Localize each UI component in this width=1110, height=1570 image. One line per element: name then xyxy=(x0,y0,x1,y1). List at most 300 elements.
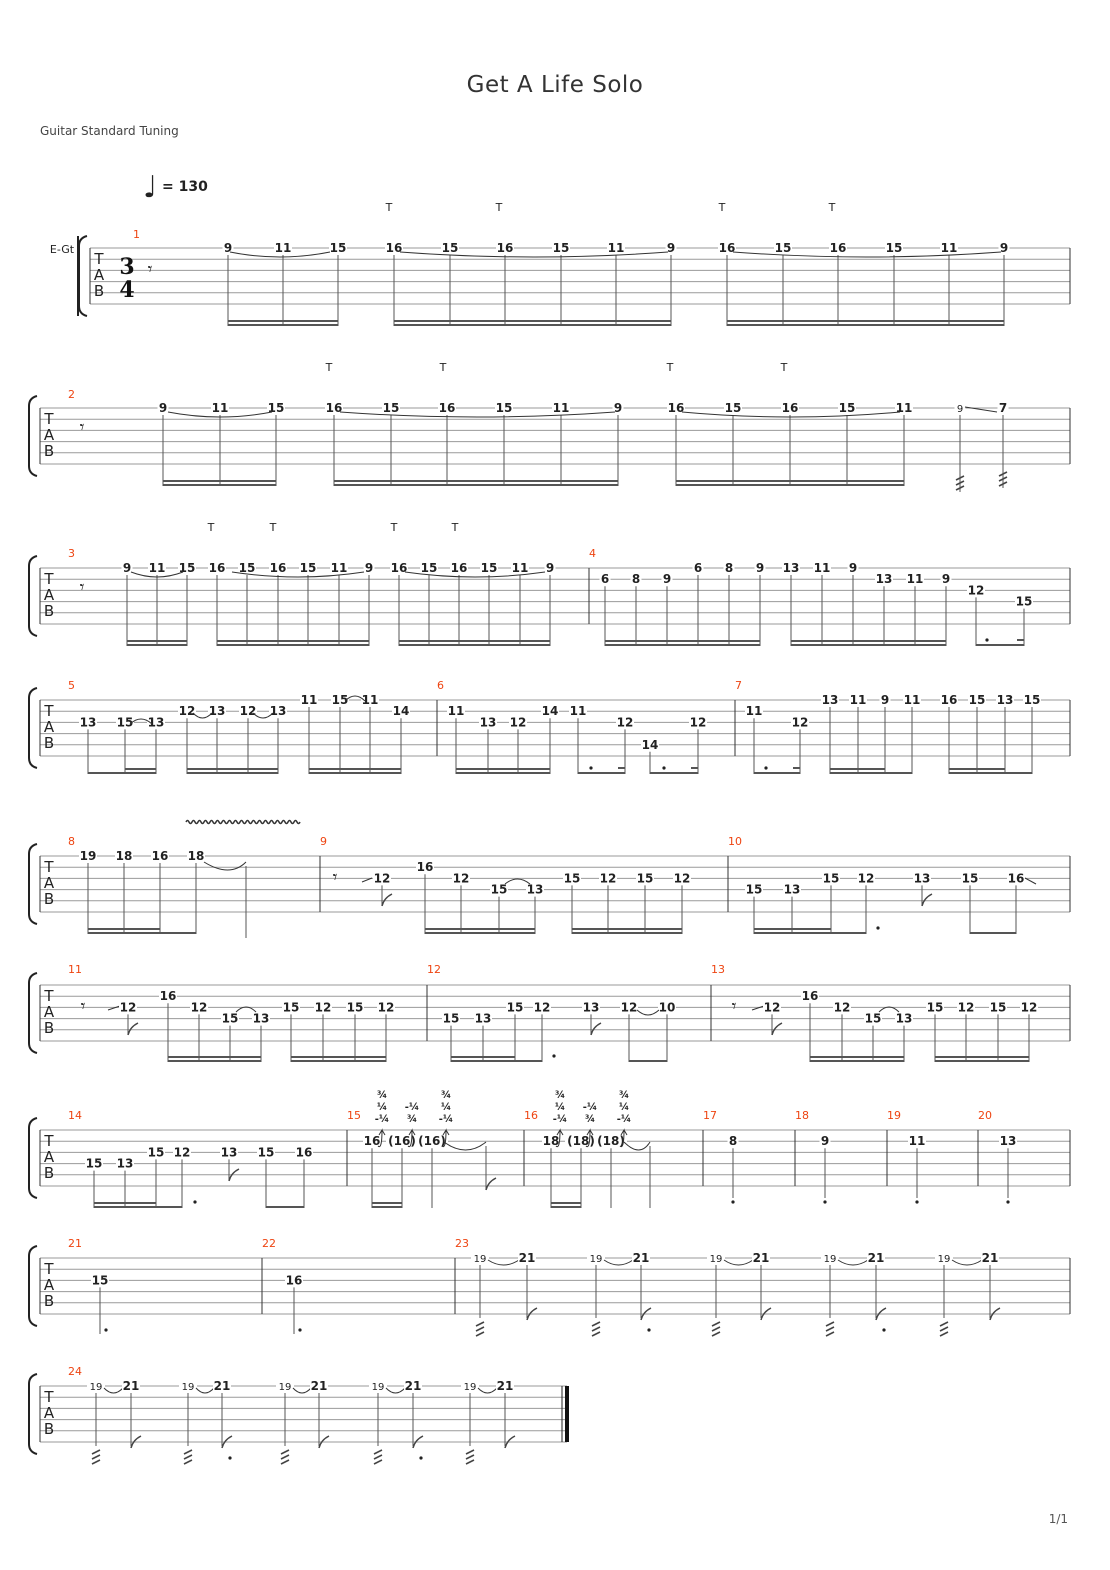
bar-number: 13 xyxy=(711,963,725,976)
fret-number: 14 xyxy=(641,737,659,752)
fret-number: 19 xyxy=(709,1254,723,1265)
fret-number: 11 xyxy=(511,561,529,575)
eighth-rest-icon: 𝄾 xyxy=(731,996,737,1017)
slur xyxy=(952,1260,982,1265)
bend-amount: ¾ xyxy=(406,1114,418,1125)
bar-number: 7 xyxy=(735,679,742,692)
bar-number: 15 xyxy=(347,1109,361,1122)
tab-clef-letter: B xyxy=(43,1420,55,1438)
fret-number: 21 xyxy=(404,1379,422,1393)
tap-marker: T xyxy=(269,521,277,534)
fret-number: 9 xyxy=(880,693,890,707)
note-beam xyxy=(456,768,550,770)
fret-number: 15 xyxy=(506,1000,524,1015)
fret-number: 10 xyxy=(658,1000,676,1015)
note-beam xyxy=(605,640,760,642)
note-beam xyxy=(334,484,618,486)
fret-number: 9 xyxy=(662,572,672,587)
slur xyxy=(624,1142,650,1150)
slur xyxy=(293,1388,311,1393)
note-beam xyxy=(629,1060,667,1062)
fret-number: 15 xyxy=(221,1011,239,1026)
tremolo-stroke xyxy=(476,1327,484,1331)
bend-amount: ¾ xyxy=(376,1090,388,1101)
note-beam xyxy=(727,324,1004,326)
note-beam xyxy=(399,644,550,646)
fret-number: 11 xyxy=(274,241,292,255)
note-beam xyxy=(127,640,187,642)
fret-number: 9 xyxy=(848,561,858,575)
tab-clef-letter: B xyxy=(43,734,55,752)
fret-number: 15 xyxy=(480,561,498,575)
fret-number: 13 xyxy=(782,561,800,575)
slur xyxy=(340,412,615,417)
fret-number: 12 xyxy=(763,1000,781,1015)
fret-number: 16 xyxy=(781,401,799,415)
note-beam xyxy=(572,928,682,930)
note-beam xyxy=(935,1056,1029,1058)
note-beam xyxy=(163,484,276,486)
tremolo-stroke xyxy=(374,1455,382,1459)
note-beam xyxy=(1017,639,1024,641)
note-beam xyxy=(266,1206,304,1208)
fret-number: 13 xyxy=(821,693,839,707)
instrument-label: E-Gt xyxy=(49,243,75,256)
fret-number: 12 xyxy=(833,1000,851,1015)
note-beam xyxy=(456,772,550,774)
tremolo-stroke xyxy=(184,1460,192,1464)
fret-number: 15 xyxy=(85,1156,103,1171)
note-beam xyxy=(291,1060,386,1062)
fret-number: 19 xyxy=(181,1382,195,1393)
fret-number: 21 xyxy=(213,1379,231,1393)
bar-number: 17 xyxy=(703,1109,717,1122)
fret-number: 9 xyxy=(755,561,765,575)
note-beam xyxy=(551,1206,581,1208)
fret-number: 21 xyxy=(752,1251,770,1265)
fret-number: 13 xyxy=(269,704,287,719)
fret-number: 16 xyxy=(159,989,177,1004)
fret-number: 16 xyxy=(325,401,343,415)
fret-number: 6 xyxy=(600,572,610,587)
tremolo-stroke xyxy=(826,1322,834,1326)
fret-number: 15 xyxy=(382,401,400,415)
tremolo-stroke xyxy=(281,1455,289,1459)
fret-number: 9 xyxy=(364,561,374,575)
fret-number: 21 xyxy=(518,1251,536,1265)
slur xyxy=(733,252,1001,257)
fret-number: 19 xyxy=(79,849,97,863)
quarter-note-icon: ♩ xyxy=(143,170,158,205)
fret-number: 12 xyxy=(533,1000,551,1015)
fret-number: 11 xyxy=(849,693,867,707)
note-beam xyxy=(125,772,156,774)
note-beam xyxy=(1005,772,1032,774)
bend-amount: -¼ xyxy=(582,1102,598,1113)
note-beam xyxy=(970,932,1016,934)
tab-clef-letter: T xyxy=(44,570,54,588)
tremolo-stroke xyxy=(940,1332,948,1336)
dot xyxy=(731,1200,734,1203)
tab-clef-letter: B xyxy=(43,442,55,460)
tab-clef-letter: A xyxy=(43,718,55,736)
fret-number: 12 xyxy=(957,1000,975,1015)
note-beam xyxy=(791,640,946,642)
fret-number: 16 xyxy=(438,401,456,415)
note-beam xyxy=(88,928,160,930)
tremolo-stroke xyxy=(826,1332,834,1336)
fret-number: 12 xyxy=(239,704,257,719)
fret-number: 13 xyxy=(783,882,801,897)
slur xyxy=(724,1260,753,1265)
system-bracket xyxy=(29,396,37,476)
system-bracket xyxy=(29,1374,37,1454)
note-beam xyxy=(125,768,156,770)
note-beam xyxy=(791,644,946,646)
fret-number: 12 xyxy=(599,871,617,886)
tremolo-stroke xyxy=(592,1332,600,1336)
dot xyxy=(298,1328,301,1331)
fret-number: 21 xyxy=(632,1251,650,1265)
fret-number: 11 xyxy=(447,704,465,719)
fret-number: 18 xyxy=(187,849,205,863)
fret-number: 15 xyxy=(864,1011,882,1026)
fret-number: 19 xyxy=(937,1254,951,1265)
note-beam xyxy=(394,320,671,322)
fret-number: 8 xyxy=(631,572,641,587)
fret-number: 13 xyxy=(526,882,544,897)
fret-number: 15 xyxy=(441,241,459,255)
time-signature-top: 3 xyxy=(119,254,135,280)
note-beam xyxy=(372,1206,402,1208)
note-beam xyxy=(168,1060,261,1062)
tap-marker: T xyxy=(207,521,215,534)
tremolo-stroke xyxy=(374,1450,382,1454)
dot xyxy=(915,1200,918,1203)
fret-number: 15 xyxy=(822,871,840,886)
tremolo-stroke xyxy=(476,1332,484,1336)
fret-number: 11 xyxy=(148,561,166,575)
fret-number: 16 xyxy=(390,561,408,575)
dot xyxy=(882,1328,885,1331)
fret-number: 11 xyxy=(908,1134,926,1149)
bend-amount: ¼ xyxy=(554,1102,566,1113)
tremolo-stroke xyxy=(466,1455,474,1459)
dot xyxy=(104,1328,107,1331)
fret-number: 11 xyxy=(361,693,379,707)
fret-number: 13 xyxy=(116,1156,134,1171)
fret-number: 9 xyxy=(613,401,623,415)
tab-clef-letter: T xyxy=(44,410,54,428)
fret-number: 19 xyxy=(589,1254,603,1265)
tremolo-stroke xyxy=(466,1460,474,1464)
bar-number: 4 xyxy=(589,547,596,560)
dot xyxy=(589,766,592,769)
tab-clef-letter: B xyxy=(43,890,55,908)
fret-number: 12 xyxy=(119,1000,137,1015)
tremolo-stroke xyxy=(940,1327,948,1331)
bend-amount: ¾ xyxy=(584,1114,596,1125)
tap-marker: T xyxy=(451,521,459,534)
note-beam xyxy=(228,324,338,326)
fret-number: 15 xyxy=(147,1145,165,1160)
tremolo-stroke xyxy=(92,1455,100,1459)
fret-number: 12 xyxy=(791,715,809,730)
system-bracket xyxy=(29,688,37,768)
note-beam xyxy=(754,772,800,774)
fret-number: 15 xyxy=(329,241,347,255)
fret-number: (18) xyxy=(597,1134,625,1149)
note-beam xyxy=(88,772,125,774)
note-beam xyxy=(830,772,885,774)
note-beam xyxy=(676,484,904,486)
fret-number: 9 xyxy=(956,404,964,415)
note-beam xyxy=(830,768,885,770)
note-beam xyxy=(156,1206,182,1208)
note-beam xyxy=(187,772,278,774)
note-beam xyxy=(399,640,550,642)
fret-number: 15 xyxy=(178,561,196,575)
tap-marker: T xyxy=(385,201,393,214)
slur xyxy=(488,1260,519,1265)
tap-marker: T xyxy=(666,361,674,374)
fret-number: 15 xyxy=(1015,594,1033,609)
tap-marker: T xyxy=(439,361,447,374)
tab-clef-letter: T xyxy=(44,858,54,876)
fret-number: 11 xyxy=(745,704,763,719)
dot xyxy=(228,1456,231,1459)
fret-number: 15 xyxy=(282,1000,300,1015)
fret-number: 12 xyxy=(373,871,391,886)
note-beam xyxy=(691,767,698,769)
note-beam xyxy=(88,932,160,934)
bar-number: 21 xyxy=(68,1237,82,1250)
fret-number: 9 xyxy=(666,241,676,255)
tab-clef-letter: T xyxy=(44,1132,54,1150)
slur xyxy=(204,862,246,870)
fret-number: 19 xyxy=(278,1382,292,1393)
note-beam xyxy=(885,772,912,774)
tap-marker: T xyxy=(325,361,333,374)
fret-number: 12 xyxy=(190,1000,208,1015)
fret-number: 15 xyxy=(989,1000,1007,1015)
tab-clef-letter: B xyxy=(93,282,105,300)
fret-number: 19 xyxy=(463,1382,477,1393)
tap-marker: T xyxy=(828,201,836,214)
note-beam xyxy=(793,767,800,769)
fret-number: 12 xyxy=(452,871,470,886)
fret-number: 15 xyxy=(563,871,581,886)
system-bracket xyxy=(29,1118,37,1198)
fret-number: 11 xyxy=(895,401,913,415)
tremolo-stroke xyxy=(374,1460,382,1464)
note-beam xyxy=(228,320,338,322)
system-bracket xyxy=(29,844,37,924)
fret-number: 16 xyxy=(667,401,685,415)
note-flag xyxy=(591,1023,601,1035)
bar-number: 2 xyxy=(68,388,75,401)
note-beam xyxy=(187,768,278,770)
tremolo-stroke xyxy=(712,1322,720,1326)
tab-clef-letter: B xyxy=(43,1292,55,1310)
tab-clef-letter: A xyxy=(43,874,55,892)
fret-number: 11 xyxy=(300,693,318,707)
note-beam xyxy=(94,1202,156,1204)
dot xyxy=(552,1054,555,1057)
bend-amount: ¾ xyxy=(440,1090,452,1101)
fret-number: 13 xyxy=(895,1011,913,1026)
note-beam xyxy=(168,1056,261,1058)
slide-line xyxy=(752,1006,764,1010)
fret-number: 15 xyxy=(495,401,513,415)
fret-number: 19 xyxy=(371,1382,385,1393)
fret-number: 12 xyxy=(620,1000,638,1015)
tab-clef-letter: A xyxy=(43,1003,55,1021)
fret-number: 11 xyxy=(330,561,348,575)
note-beam xyxy=(727,320,1004,322)
fret-number: 8 xyxy=(724,561,734,575)
dot xyxy=(193,1200,196,1203)
fret-number: 12 xyxy=(967,583,985,598)
fret-number: 13 xyxy=(913,871,931,886)
dot xyxy=(823,1200,826,1203)
note-beam xyxy=(163,480,276,482)
fret-number: 7 xyxy=(998,401,1008,415)
fret-number: 11 xyxy=(569,704,587,719)
fret-number: 12 xyxy=(857,871,875,886)
bend-amount: -¼ xyxy=(616,1114,632,1125)
tuning-label: Guitar Standard Tuning xyxy=(40,124,179,138)
note-beam xyxy=(618,767,625,769)
tab-clef-letter: A xyxy=(43,1404,55,1422)
note-beam xyxy=(217,644,369,646)
bend-amount: ¼ xyxy=(618,1102,630,1113)
dot xyxy=(1006,1200,1009,1203)
fret-number: 12 xyxy=(178,704,196,719)
fret-number: 15 xyxy=(961,871,979,886)
tremolo-stroke xyxy=(712,1332,720,1336)
fret-number: 15 xyxy=(299,561,317,575)
fret-number: 13 xyxy=(479,715,497,730)
fret-number: 12 xyxy=(314,1000,332,1015)
fret-number: 16 xyxy=(363,1134,381,1149)
vibrato-line xyxy=(186,821,300,824)
fret-number: 16 xyxy=(416,860,434,875)
fret-number: 16 xyxy=(1007,871,1025,886)
system-bracket xyxy=(29,556,37,636)
fret-number: 12 xyxy=(1020,1000,1038,1015)
system-bracket xyxy=(29,1246,37,1326)
note-beam xyxy=(810,1056,904,1058)
bar-number: 6 xyxy=(437,679,444,692)
bar-number: 16 xyxy=(524,1109,538,1122)
bar-number: 8 xyxy=(68,835,75,848)
fret-number: 9 xyxy=(999,241,1009,255)
tap-marker: T xyxy=(718,201,726,214)
fret-number: 11 xyxy=(940,241,958,255)
tab-clef-letter: A xyxy=(93,266,105,284)
fret-number: 13 xyxy=(996,693,1014,707)
bar-number: 10 xyxy=(728,835,742,848)
fret-number: 9 xyxy=(223,241,233,255)
bar-number: 24 xyxy=(68,1365,82,1378)
bend-amount: -¼ xyxy=(438,1114,454,1125)
tab-clef-letter: B xyxy=(43,1019,55,1037)
bend-amount: ¾ xyxy=(618,1090,630,1101)
fret-number: 8 xyxy=(728,1134,738,1149)
note-flag xyxy=(382,894,392,906)
slur xyxy=(444,1142,486,1150)
note-beam xyxy=(551,1202,581,1204)
note-beam xyxy=(572,932,682,934)
note-flag xyxy=(486,1178,496,1190)
fret-number: (18) xyxy=(567,1134,595,1149)
tab-clef-letter: T xyxy=(44,702,54,720)
dot xyxy=(764,766,767,769)
fret-number: 19 xyxy=(823,1254,837,1265)
fret-number: 16 xyxy=(385,241,403,255)
note-beam xyxy=(578,772,625,774)
note-beam xyxy=(425,932,535,934)
fret-number: 18 xyxy=(115,849,133,863)
fret-number: 12 xyxy=(377,1000,395,1015)
bend-amount: -¼ xyxy=(404,1102,420,1113)
fret-number: 9 xyxy=(941,572,951,587)
tremolo-stroke xyxy=(184,1450,192,1454)
fret-number: 6 xyxy=(693,561,703,575)
tempo-value: = 130 xyxy=(162,179,208,195)
tap-marker: T xyxy=(390,521,398,534)
fret-number: 21 xyxy=(496,1379,514,1393)
fret-number: 15 xyxy=(420,561,438,575)
fret-number: 13 xyxy=(208,704,226,719)
fret-number: 11 xyxy=(552,401,570,415)
fret-number: 16 xyxy=(285,1273,303,1288)
eighth-rest-icon: 𝄾 xyxy=(80,996,86,1017)
fret-number: 11 xyxy=(607,241,625,255)
slur xyxy=(838,1260,868,1265)
fret-number: 21 xyxy=(867,1251,885,1265)
tab-clef-letter: A xyxy=(43,426,55,444)
fret-number: 13 xyxy=(875,572,893,587)
eighth-rest-icon: 𝄾 xyxy=(79,417,85,438)
note-beam xyxy=(127,644,187,646)
fret-number: 9 xyxy=(122,561,132,575)
tab-clef-letter: B xyxy=(43,1164,55,1182)
fret-number: 15 xyxy=(331,693,349,707)
fret-number: 11 xyxy=(903,693,921,707)
dot xyxy=(876,926,879,929)
slide-line xyxy=(108,1006,120,1010)
fret-number: 16 xyxy=(269,561,287,575)
tab-clef-letter: A xyxy=(43,586,55,604)
bar-number: 19 xyxy=(887,1109,901,1122)
bar-number: 20 xyxy=(978,1109,992,1122)
bend-amount: ¼ xyxy=(440,1102,452,1113)
slur xyxy=(604,1260,633,1265)
system-bracket xyxy=(29,973,37,1053)
fret-number: 16 xyxy=(829,241,847,255)
bar-number: 11 xyxy=(68,963,82,976)
note-beam xyxy=(949,772,1005,774)
tab-clef-letter: T xyxy=(94,250,104,268)
fret-number: 15 xyxy=(745,882,763,897)
tremolo-stroke xyxy=(466,1450,474,1454)
fret-number: 11 xyxy=(211,401,229,415)
fret-number: 15 xyxy=(968,693,986,707)
tremolo-stroke xyxy=(92,1450,100,1454)
fret-number: 14 xyxy=(541,704,559,719)
